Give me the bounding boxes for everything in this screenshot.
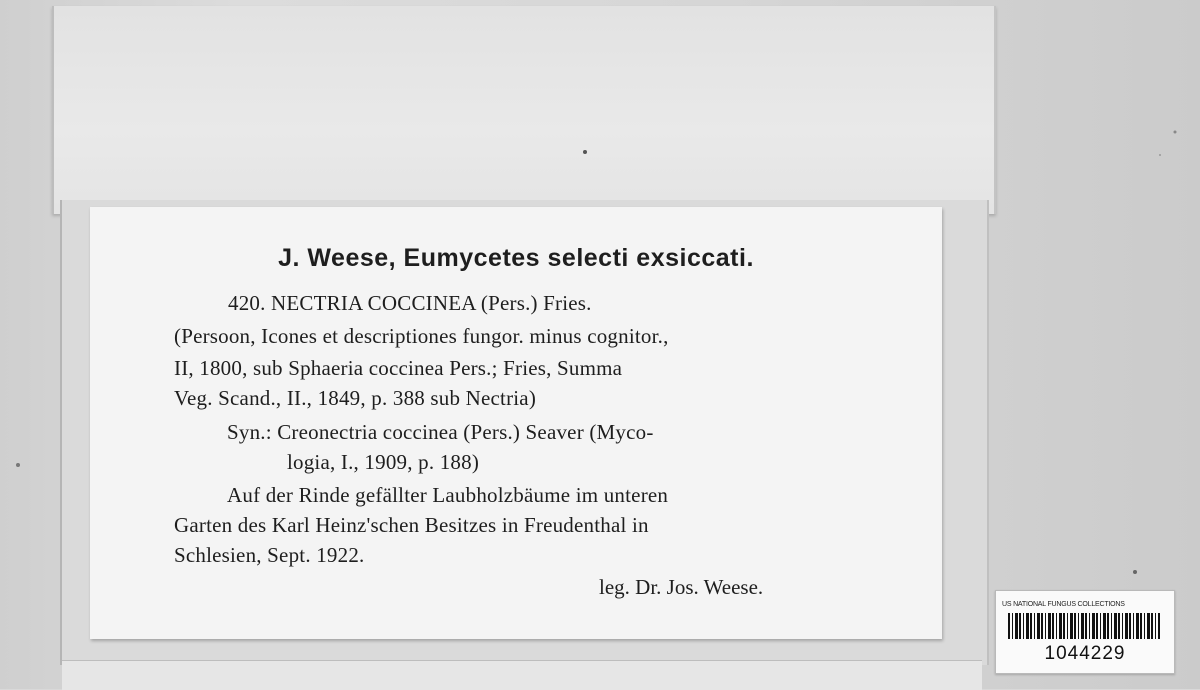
locality-line-2: Garten des Karl Heinz'schen Besitzes in Freudenthal in bbox=[174, 513, 649, 537]
specimen-number-name: 420. NECTRIA COCCINEA (Pers.) Fries. bbox=[228, 291, 592, 315]
citation-line-2: II, 1800, sub Sphaeria coccinea Pers.; Fries, Summa bbox=[174, 356, 623, 380]
collector: leg. Dr. Jos. Weese. bbox=[599, 575, 764, 599]
locality-line-3: Schlesien, Sept. 1922. bbox=[174, 543, 365, 567]
locality-line-1: Auf der Rinde gefällter Laubholzbäume im unteren bbox=[227, 483, 669, 507]
barcode-institution: US NATIONAL FUNGUS COLLECTIONS bbox=[1002, 601, 1125, 608]
synonym-line-1: Syn.: Creonectria coccinea (Pers.) Seaver (Myco- bbox=[227, 420, 654, 444]
synonym-line-2: logia, I., 1909, p. 188) bbox=[287, 450, 480, 474]
citation-line-3: Veg. Scand., II., 1849, p. 388 sub Nectria) bbox=[174, 386, 537, 410]
barcode-number: 1044229 bbox=[1044, 643, 1126, 664]
series-title: J. Weese, Eumycetes selecti exsiccati. bbox=[278, 244, 754, 272]
citation-line-1: (Persoon, Icones et descriptiones fungor. minus cognitor., bbox=[174, 324, 669, 348]
